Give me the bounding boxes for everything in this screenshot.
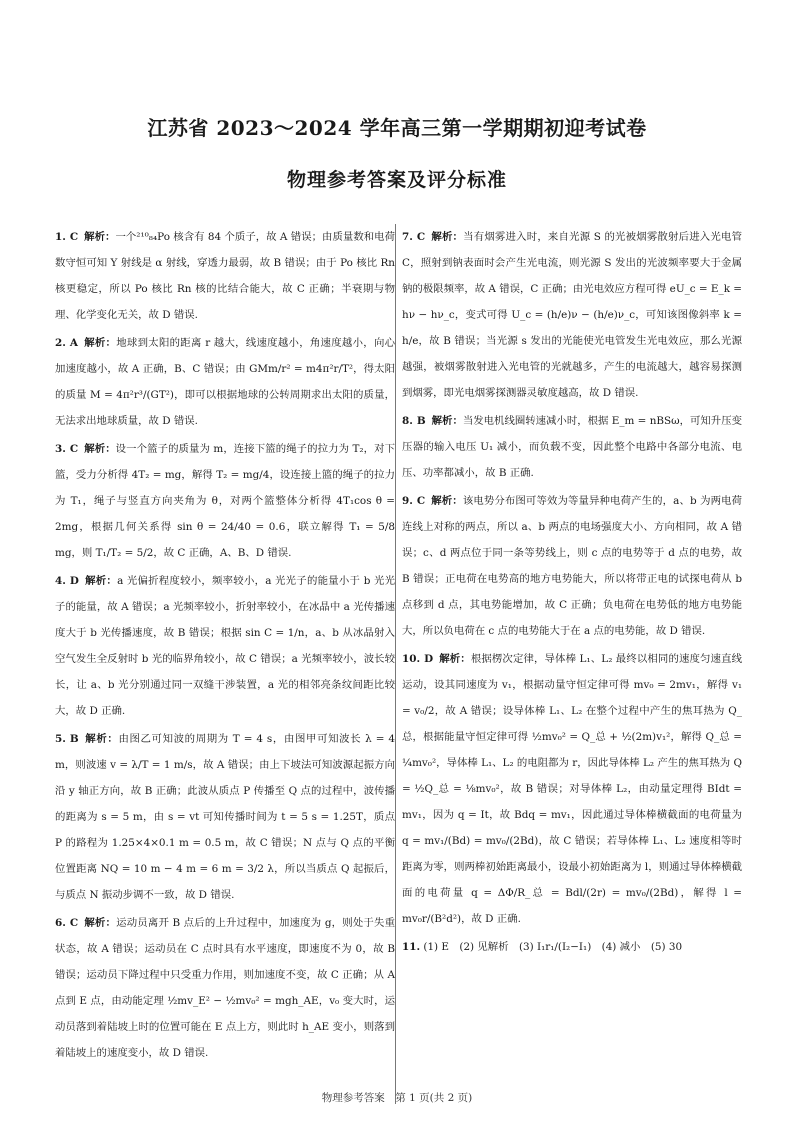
question-6: 6. C 解析：运动员离开 B 点后的上升过程中，加速度为 g，则处于失重状态，故 A 错误；运动员在 C 点时具有水平速度，即速度不为 0，故 B 错误；运动员下降过程中只受重力作用，则加速度不变，故 C 正确；从 A 点到 E 点，由动能定理 ½mv_E² − ½mv₀² = mgh_AE，v₀ 变大时，运动员落到着陆坡上时的位置可能在 E 点上方，则此时 h_AE 变小，则落到着陆坡上的速度变小，故 D 错误.	[55, 917, 395, 1059]
question-5: 5. B 解析：由图乙可知波的周期为 T = 4 s，由图甲可知波长 λ = 4 m，则波速 v = λ/T = 1 m/s，故 A 错误；由上下坡法可知波源起振方向沿 y 轴正方向，故 B 正确；此波从质点 P 传播至 Q 点的过程中，波传播的距离为 s = 5 m，由 s = vt 可知传播时间为 t = 5 s = 1.25T，质点 P 的路程为 1.25×4×0.1 m = 0.5 m，故 C 错误；N 点与 Q 点的平衡位置距离 NQ = 10 m − 4 m = 6 m = 3/2 λ，所以当质点 Q 起振后，与质点 N 振动步调不一致，故 D 错误.	[55, 733, 395, 901]
question-10: 10. D 解析：根据楞次定律，导体棒 L₁、L₂ 最终以相同的速度匀速直线运动，设其同速度为 v₁，根据动量守恒定律可得 mv₀ = 2mv₁，解得 v₁ = v₀/2，故 A 错误；设导体棒 L₁、L₂ 在整个过程中产生的焦耳热为 Q_总，根据能量守恒定律可得 ½mv₀² = Q_总 + ½(2m)v₁²，解得 Q_总 = ¼mv₀²，导体棒 L₁、L₂ 的电阻都为 r，因此导体棒 L₂ 产生的焦耳热为 Q = ½Q_总 = ⅛mv₀²，故 B 错误；对导体棒 L₂，由动量定理得 BIdt = mv₁，因为 q = It，故 Bdq = mv₁，因此通过导体棒横截面的电荷量为 q = mv₁/(Bd) = mv₀/(2Bd)，故 C 错误；若导体棒 L₁、L₂ 速度相等时距离为零，则两棒初始距离最小，设最小初始距离为 l，则通过导体棒横截面的电荷量 q = ΔΦ/R_总 = Bdl/(2r) = mv₀/(2Bd)，解得 l = mv₀r/(B²d²)，故 D 正确.	[402, 653, 743, 925]
question-8: 8. B 解析：当发电机线圈转速减小时，根据 E_m = nBSω，可知升压变压器的输入电压 U₁ 减小，而负载不变，因此整个电路中各部分电流、电压、功率都减小，故 B 正确.	[402, 415, 742, 479]
question-2: 2. A 解析：地球到太阳的距离 r 越大，线速度越小，角速度越小，向心加速度越小，故 A 正确，B、C 错误；由 GMm/r² = m4π²r/T²，得太阳的质量 M = 4π²r³/(GT²)，即可以根据地球的公转周期求出太阳的质量，无法求出地球质量，故 D 错误.	[55, 337, 396, 427]
question-9: 9. C 解析：该电势分布图可等效为等量异种电荷产生的，a、b 为两电荷连线上对称的两点，所以 a、b 两点的电场强度大小、方向相同，故 A 错误；c、d 两点位于同一条等势线上，则 c 点的电势等于 d 点的电势，故 B 错误；正电荷在电势高的地方电势能大，所以将带正电的试探电荷从 b 点移到 d 点，其电势能增加，故 C 正确；负电荷在电势低的地方电势能大，所以负电荷在 c 点的电势能大于在 a 点的电势能，故 D 错误.	[402, 495, 743, 637]
left-column	[55, 224, 395, 1068]
question-1: 1. C 解析：一个²¹⁰₈₄Po 核含有 84 个质子，故 A 错误；由质量数和电荷数守恒可知 Y 射线是 α 射线，穿透力最弱，故 B 错误；由于 Po 核比 Rn 核更稳定，所以 Po 核比 Rn 核的比结合能大，故 C 正确；半衰期与物理、化学变化无关，故 D 错误.	[55, 231, 395, 321]
question-7: 7. C 解析：当有烟雾进入时，来自光源 S 的光被烟雾散射后进入光电管 C，照射到钠表面时会产生光电流，则光源 S 发出的光波频率要大于金属钠的极限频率，故 A 错误，C 正确；由光电效应方程可得 eU_c = E_k = hν − hν_c，变式可得 U_c = (h/e)ν − (h/e)ν_c，可知该图像斜率 k = h/e，故 B 错误；当光源 s 发出的光能使光电管发生光电效应，那么光源越强，被烟雾散射进入光电管的光就越多，产生的电流越大，越容易探测到烟雾，即光电烟雾探测器灵敏度越高，故 D 错误.	[402, 231, 742, 399]
question-3: 3. C 解析：设一个篮子的质量为 m，连接下篮的绳子的拉力为 T₂，对下篮，受力分析得 4T₂ = mg，解得 T₂ = mg/4，设连接上篮的绳子的拉力为 T₁，绳子与竖直方向夹角为 θ，对两个篮整体分析得 4T₁cos θ = 2mg，根据几何关系得 sin θ = 24/40 = 0.6，联立解得 T₁ = 5/8 mg，则 T₁/T₂ = 5/2，故 C 正确，A、B、D 错误.	[55, 443, 395, 559]
page-footer: 物理参考答案 第 1 页(共 2 页)	[321, 1092, 473, 1104]
column-divider	[395, 224, 396, 1104]
page-title: 江苏省 2023～2024 学年高三第一学期期初迎考试卷	[147, 116, 647, 140]
question-4: 4. D 解析：a 光偏折程度较小，频率较小，a 光光子的能量小于 b 光光子的能量，故 A 错误；a 光频率较小，折射率较小，在冰晶中 a 光传播速度大于 b 光传播速度，故 B 错误；根据 sin C = 1/n，a、b 从冰晶射入空气发生全反射时 b 光的临界角较小，故 C 错误；a 光频率较小，波长较长，让 a、b 光分别通过同一双缝干涉装置，a 光的相邻亮条纹间距比较大，故 D 正确.	[55, 575, 395, 717]
page-subtitle: 物理参考答案及评分标准	[286, 169, 507, 191]
question-11: 11. (1) E (2) 见解析 (3) I₁r₁/(I₂−I₁) (4) 减小 (5) 30	[402, 941, 683, 953]
right-column	[402, 224, 742, 962]
header	[0, 112, 794, 192]
